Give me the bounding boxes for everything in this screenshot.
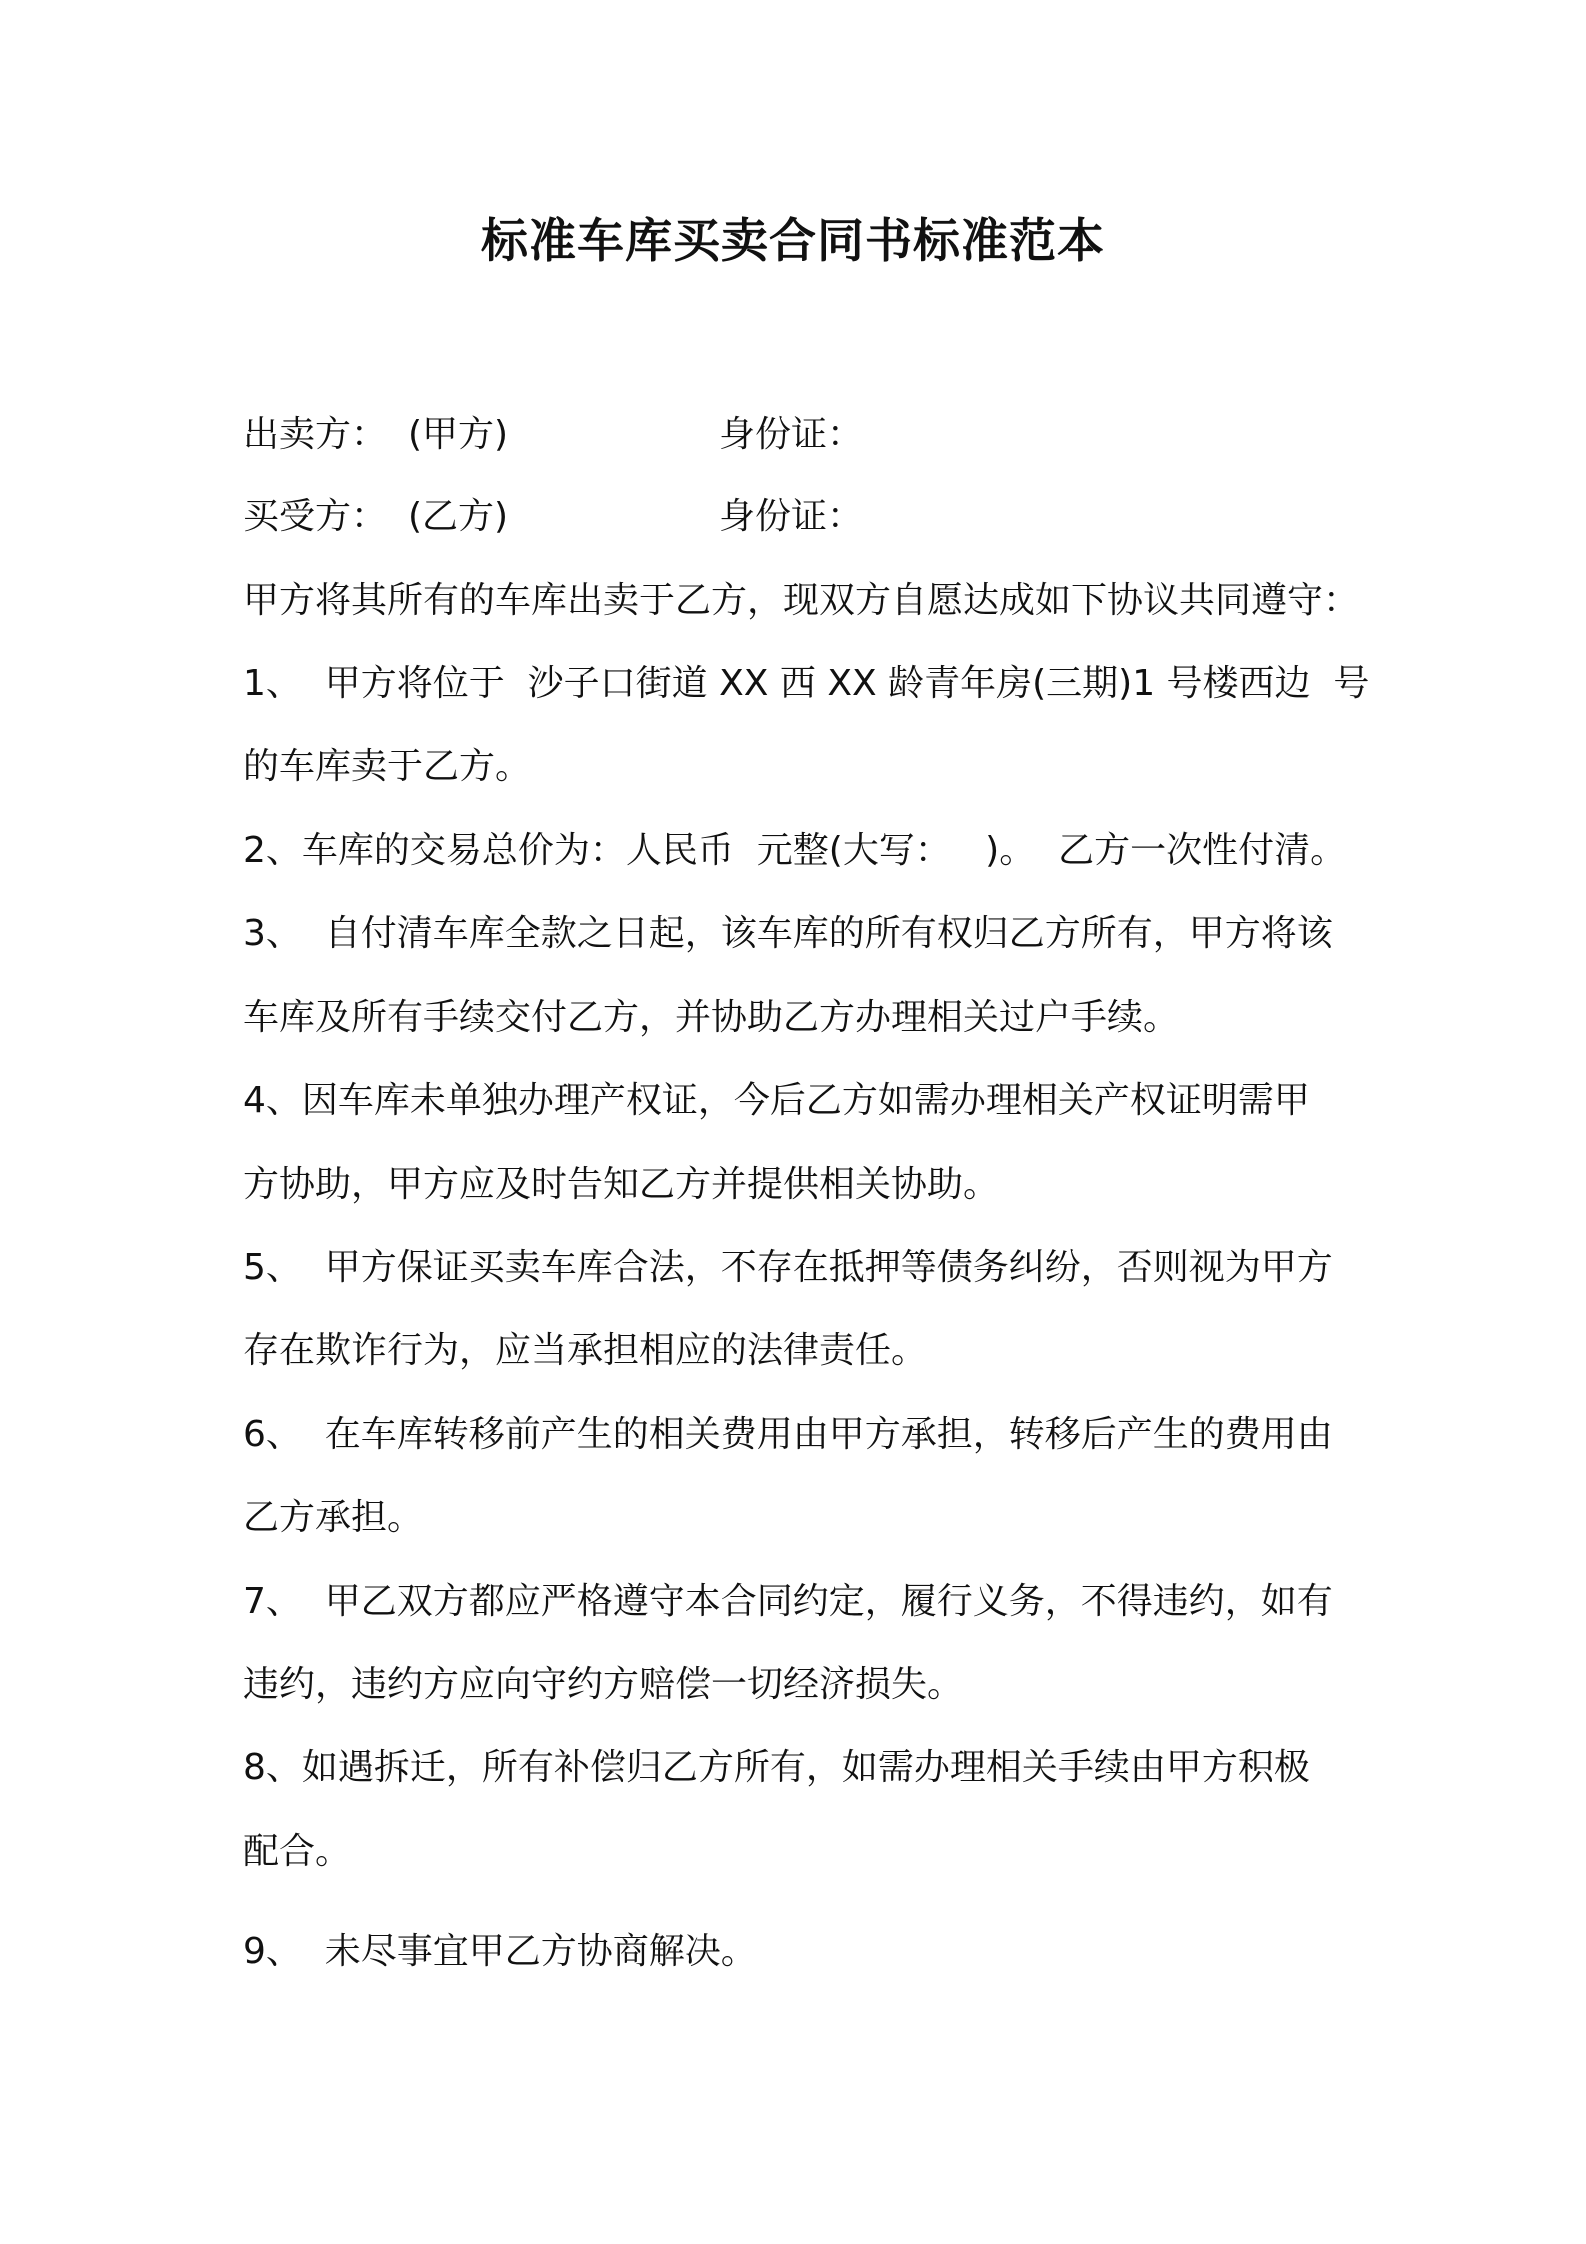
seller-id-label: 身份证： (719, 414, 864, 455)
seller-label: 出卖方： (243, 414, 388, 455)
clause-line: 配合。 (243, 1831, 352, 1872)
buyer-id-label: 身份证： (719, 496, 864, 537)
clause-line: 5、 甲方保证买卖车库合法，不存在抵押等债务纠纷，否则视为甲方 (243, 1247, 1333, 1288)
clause-line: 方协助，甲方应及时告知乙方并提供相关协助。 (243, 1164, 1000, 1205)
clause-line: 2、车库的交易总价为：人民币 元整(大写： )。 乙方一次性付清。 (243, 830, 1347, 871)
clause-line: 6、 在车库转移前产生的相关费用由甲方承担，转移后产生的费用由 (243, 1414, 1333, 1455)
document-title: 标准车库买卖合同书标准范本 (481, 214, 1105, 269)
clause-line: 4、因车库未单独办理产权证，今后乙方如需办理相关产权证明需甲 (243, 1080, 1310, 1121)
clause-line: 的车库卖于乙方。 (243, 746, 532, 787)
clause-line: 7、 甲乙双方都应严格遵守本合同约定，履行义务，不得违约，如有 (243, 1581, 1333, 1622)
seller-role: (甲方) (408, 414, 509, 455)
clause-line: 乙方承担。 (243, 1497, 424, 1538)
clause-line: 9、 未尽事宜甲乙方协商解决。 (243, 1931, 757, 1972)
clause-line: 违约，违约方应向守约方赔偿一切经济损失。 (243, 1664, 964, 1705)
buyer-label: 买受方： (243, 496, 388, 537)
clause-line: 1、 甲方将位于 沙子口街道 XX 西 XX 龄青年房(三期)1 号楼西边 号 (243, 663, 1370, 704)
buyer-role: (乙方) (408, 496, 509, 537)
clause-line: 3、 自付清车库全款之日起，该车库的所有权归乙方所有，甲方将该 (243, 913, 1333, 954)
clause-line: 8、如遇拆迁，所有补偿归乙方所有，如需办理相关手续由甲方积极 (243, 1747, 1310, 1788)
intro-line: 甲方将其所有的车库出卖于乙方，现双方自愿达成如下协议共同遵守： (243, 580, 1360, 621)
clause-line: 存在欺诈行为，应当承担相应的法律责任。 (243, 1330, 928, 1371)
clause-line: 车库及所有手续交付乙方，并协助乙方办理相关过户手续。 (243, 997, 1180, 1038)
